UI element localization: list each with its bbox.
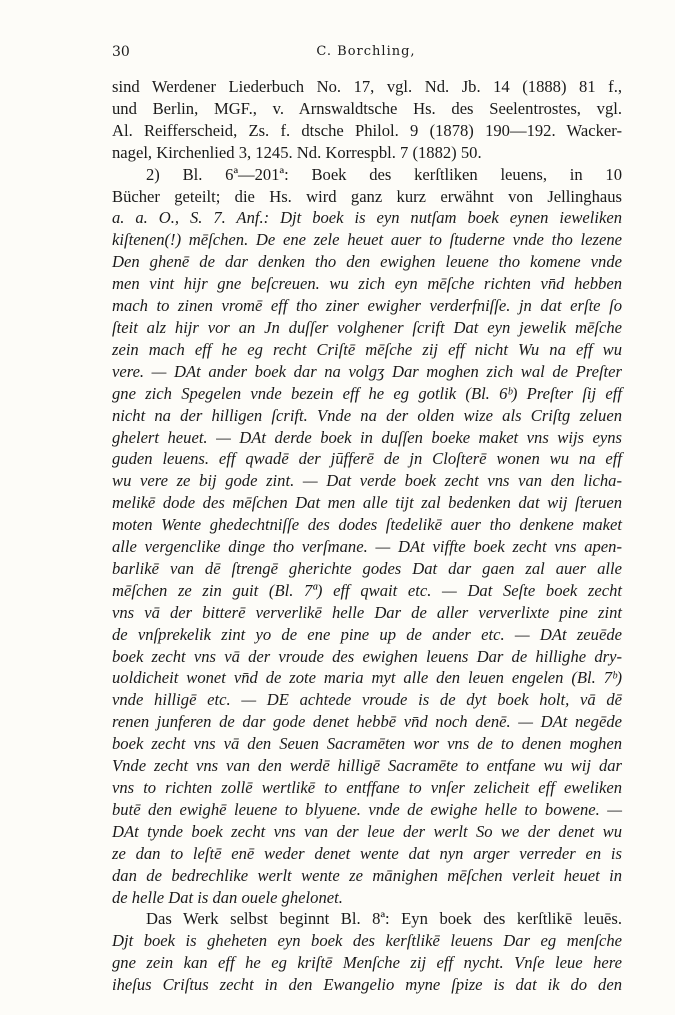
text-line: vere. — DAt ander boek dar na volgʒ Dar moghen zich wal de Preſter: [112, 361, 622, 381]
text-line: men vint hijr gne beſcreuen. wu zich eyn mēſche richten vn̄d hebben: [112, 274, 622, 294]
text-line: de helle Dat is dan ouele ghelonet.: [112, 887, 343, 907]
text-line: boek zecht vns vā der vroude des ewighen leuens Dar de hillighe dry-: [112, 646, 622, 666]
text-line: Das Werk selbst beginnt Bl. 8ª: Eyn boek des kerſtlikē leuēs.: [146, 909, 622, 929]
text-line: barlikē van dē ſtrengē gherichte godes Dat dar gaen zal auer alle: [112, 558, 622, 578]
text-line: vnde hilligē etc. — DE achtede vroude is de dyt boek holt, vā dē: [112, 690, 622, 710]
running-head: C. Borchling,: [316, 44, 416, 59]
text-line: uoldicheit wonet vn̄d de zote maria myt alle den leuen engelen (Bl. 7ᵇ): [112, 668, 622, 688]
text-line: Al. Reifferscheid, Zs. f. dtsche Philol. 9 (1878) 190—192. Wacker-: [112, 120, 622, 140]
text-line: iheſus Criſtus zecht in den Ewangelio myne ſpize is dat ik do den: [112, 975, 622, 995]
text-line: moten Wente ghedechtniſſe des dodes ſtedelikē auer tho denkene maket: [112, 515, 622, 535]
text-line: Vnde zecht vns van den werdē hilligē Sacramēte to entfane wu wij dar: [112, 756, 622, 776]
text-line: a. a. O., S. 7. Anf.: Djt boek is eyn nutſam boek eynen ieweliken: [112, 208, 622, 228]
text-line: Den ghenē de dar denken tho den ewighen leuene tho komene vnde: [112, 252, 622, 272]
text-line: mēſchen ze zin guit (Bl. 7ª) eff qwait etc. — Dat Seſte boek zecht: [112, 580, 622, 600]
text-line: guden leuens. eff qwadē der jūfferē de jn Cloſterē wonen wu na eff: [112, 449, 622, 469]
text-line: 2) Bl. 6ª—201ª: Boek des kerſtliken leuens, in 10: [146, 164, 622, 184]
text-line: gne zich Spegelen vnde bezein eff he eg gotlik (Bl. 6ᵇ) Preſter ſij eff: [112, 383, 622, 403]
text-line: alle vergenclike dinge tho verſmane. — DAt viffte boek zecht vns apen-: [112, 537, 622, 557]
text-line: melikē dode des mēſchen Dat men alle tijt zal bedenken dat wij ſteruen: [112, 493, 622, 513]
text-line: vns vā der bitterē ververlikē helle Dar de aller ververlixte pine zint: [112, 602, 622, 622]
text-line: sind Werdener Liederbuch No. 17, vgl. Nd. Jb. 14 (1888) 81 f.,: [112, 77, 622, 96]
text-line: Djt boek is gheheten eyn boek des kerſtlikē leuens Dar eg menſche: [112, 931, 622, 951]
text-line: wu vere ze bij gode zint. — Dat verde boek zecht vns van den licha-: [112, 471, 622, 491]
text-line: ghelert heuet. — DAt derde boek in duſſen boeke maket vns wijs eyns: [112, 427, 622, 447]
text-line: gne zein kan eff he eg kriſtē Menſche zij eff nycht. Vnſe leue here: [112, 953, 622, 973]
text-line: dan de bedrechlike werlt wente ze mānighen mēſchen verleit heuet in: [112, 865, 622, 885]
text-line: de vnſprekelik zint yo de ene pine up de ander etc. — DAt zeuēde: [112, 624, 622, 644]
text-line: ſteit alz hijr vor an Jn duſſer volghener ſcrift Dat eyn jewelik mēſche: [112, 317, 622, 337]
text-line: nagel, Kirchenlied 3, 1245. Nd. Korrespbl. 7 (1882) 50.: [112, 142, 482, 162]
text-line: kiſtenen(!) mēſchen. De ene zele heuet auer to ſtuderne vnde tho lezene: [112, 230, 622, 250]
body-text: [112, 76, 622, 996]
page-header: [112, 44, 620, 64]
text-line: renen junferen de dar gode denet hebbē vn̄d noch denē. — DAt negēde: [112, 712, 622, 732]
text-line: butē den ewighē leuene to blyuene. vnde de ewighe helle to bowene. —: [112, 799, 622, 819]
text-line: vns to richten zollē wertlikē to entffane to vnſer zelicheit eff eweliken: [112, 778, 622, 797]
text-line: nicht na der hilligen ſcrift. Vnde na der olden wize als Criſtɡ zeluen: [112, 405, 622, 425]
text-line: und Berlin, MGF., v. Arnswaldtsche Hs. des Seelentrostes, vgl.: [112, 98, 622, 118]
text-line: DAt tynde boek zecht vns van der leue der werlt So we der denet wu: [112, 821, 622, 841]
text-line: zein mach eff he eg recht Criſtē mēſche zij eff nicht Wu na eff wu: [112, 339, 622, 359]
page-number: 30: [112, 44, 130, 60]
text-line: boek zecht vns vā den Seuen Sacramēten wor vns de to denen moghen: [112, 734, 622, 754]
text-line: Bücher geteilt; die Hs. wird ganz kurz erwähnt von Jellinghaus: [112, 186, 622, 206]
text-line: mach to zinen vromē eff tho ziner ewigher verderfniſſe. jn dat erſte ſo: [112, 296, 622, 316]
text-line: ze dan to leſtē enē weder denet wente dat nyn arger verreder en is: [112, 843, 622, 863]
